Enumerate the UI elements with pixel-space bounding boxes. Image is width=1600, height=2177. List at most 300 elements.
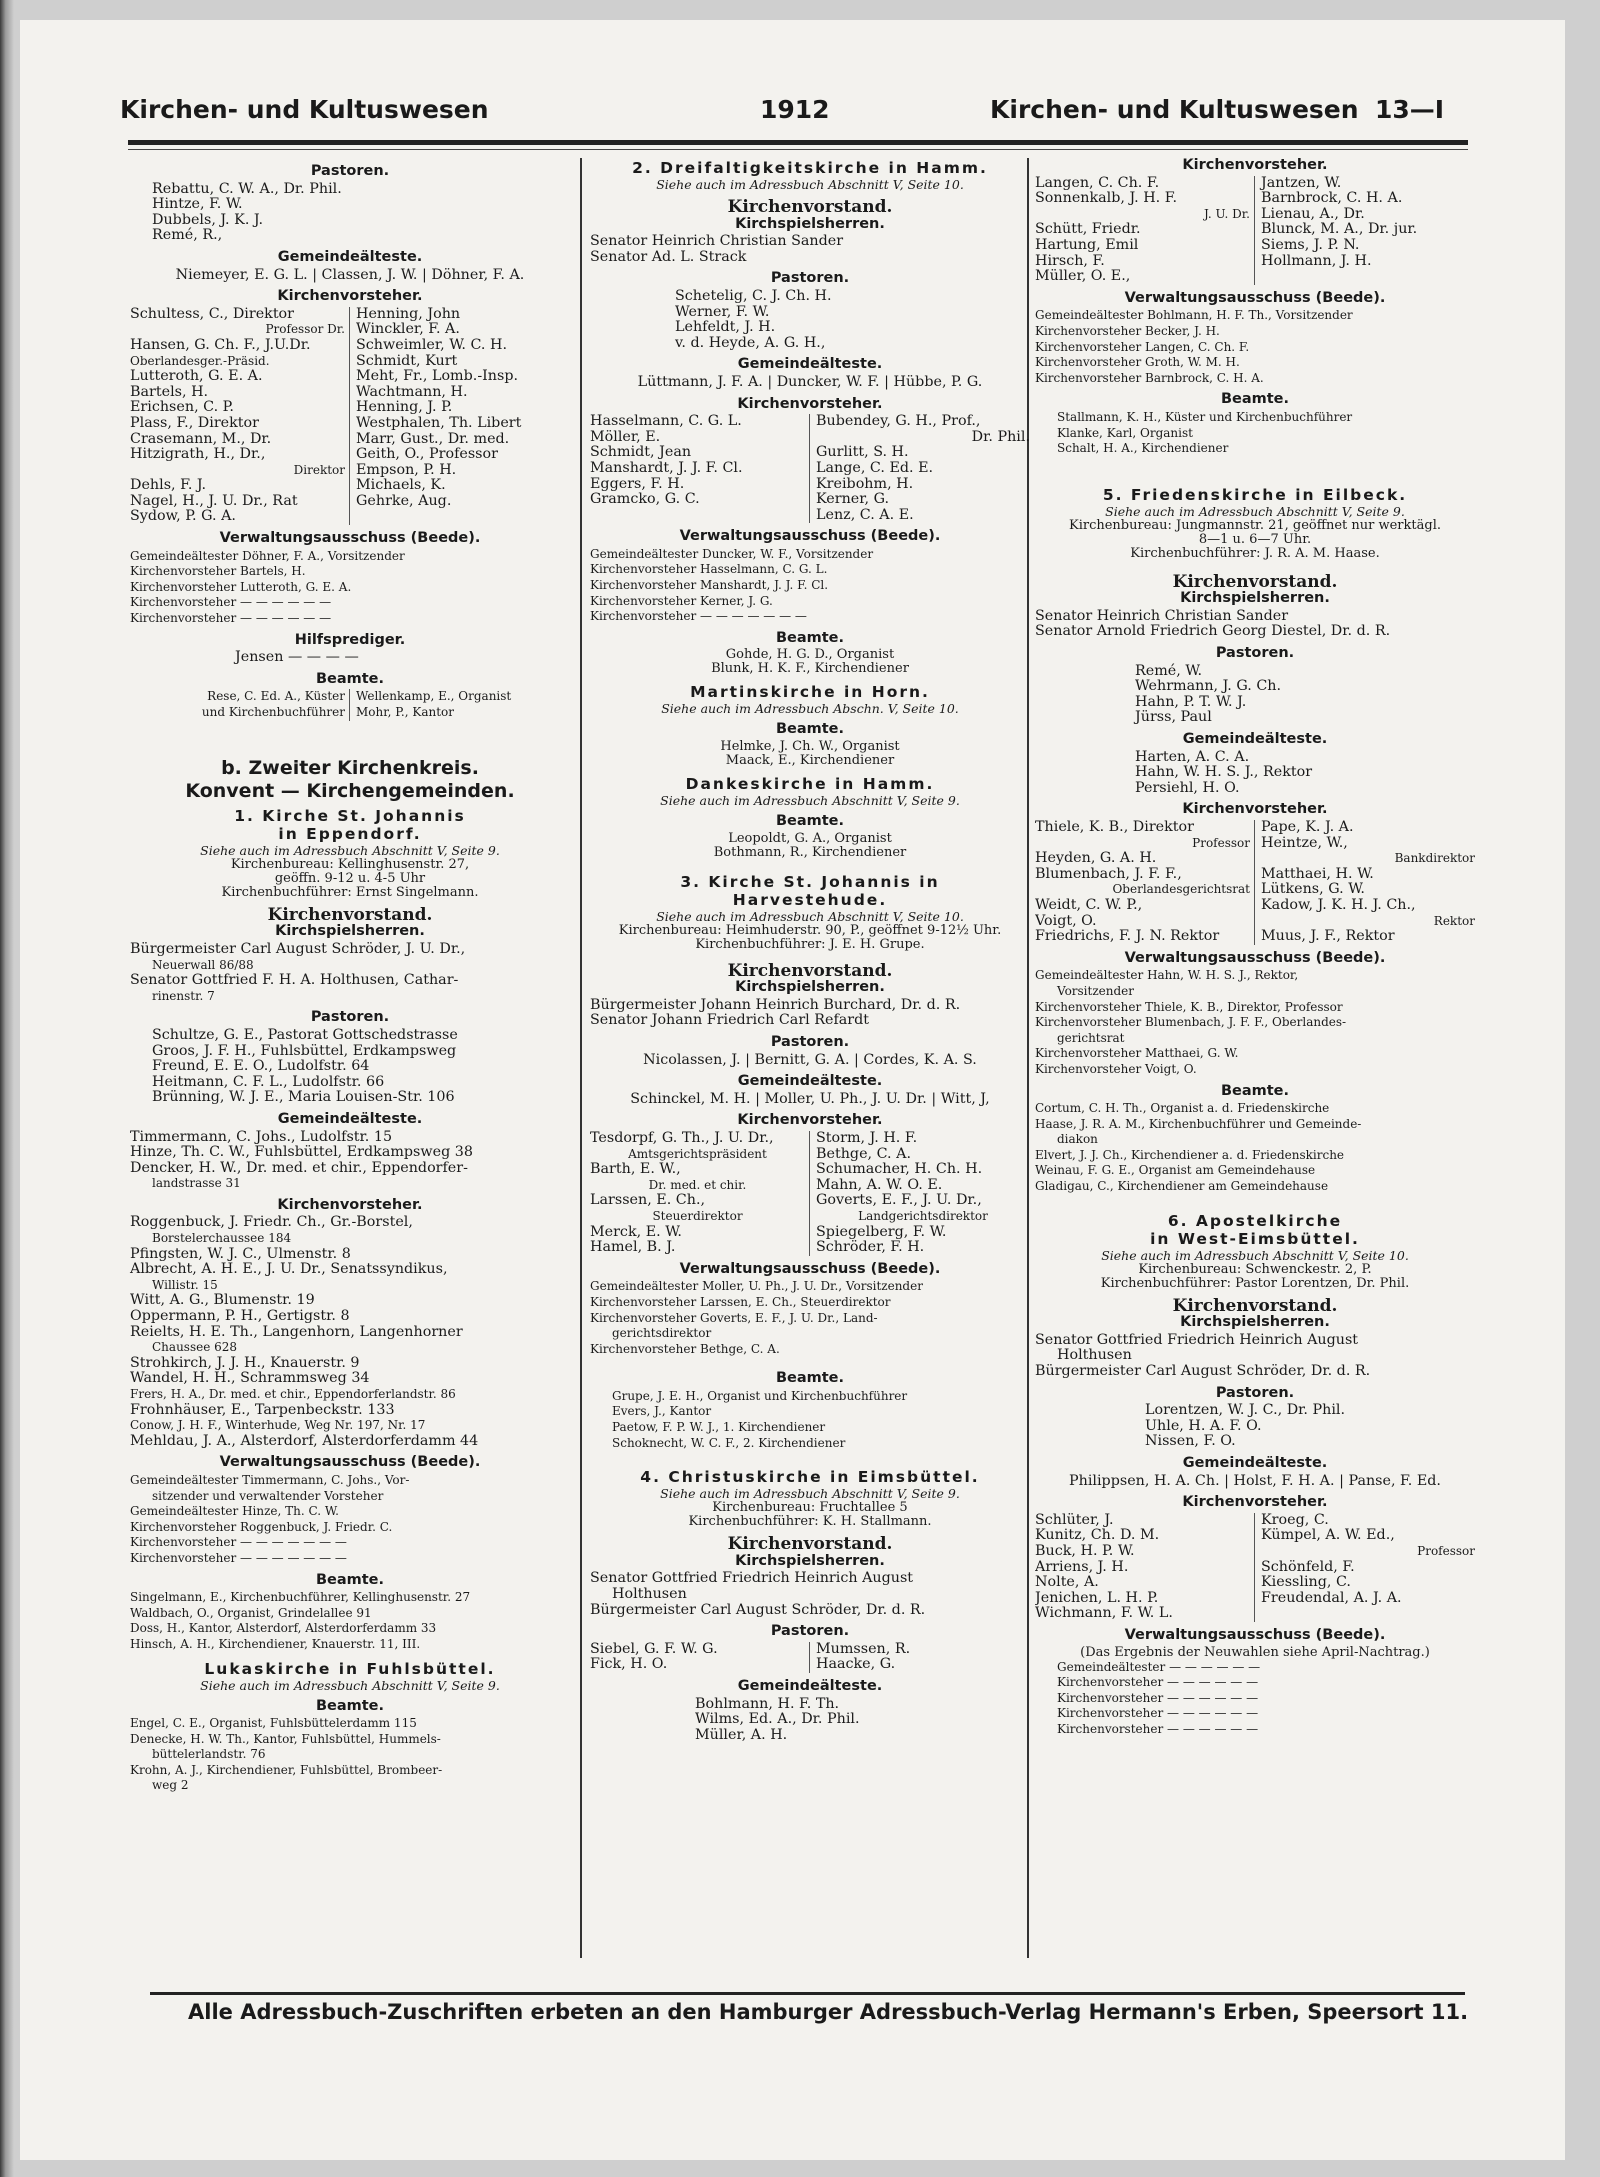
list-item: Kirchenvorsteher Bethge, C. A. <box>590 1341 780 1356</box>
list-item: Landgerichtsdirektor <box>858 1208 988 1223</box>
list-item: Muus, J. F., Rektor <box>1261 929 1395 945</box>
list-item: Bankdirektor <box>1394 851 1475 866</box>
section-heading: Kirchspielsherren. <box>1180 590 1330 607</box>
list-item: Kirchenvorsteher Kerner, J. G. <box>590 593 773 608</box>
list-item: Witt, A. G., Blumenstr. 19 <box>130 1292 315 1309</box>
list-item: Dehls, F. J. <box>130 478 350 494</box>
list-item: Gohde, H. G. D., Organist <box>725 647 895 663</box>
section-heading: Pastoren. <box>770 1034 850 1050</box>
list-item: Kirchenvorsteher Manshardt, J. J. F. Cl. <box>590 578 829 593</box>
list-item: Willistr. 15 <box>152 1277 218 1292</box>
district-subheading: Konvent — Kirchengemeinden. <box>185 780 515 803</box>
list-item: Professor <box>1035 836 1255 852</box>
list-item <box>1255 269 1475 285</box>
list-item: Kirchenvorsteher — — — — — — <box>1057 1706 1259 1721</box>
list-item: Bürgermeister Carl August Schröder, Dr. d. R. <box>590 1601 926 1618</box>
section-heading: Kirchspielsherren. <box>735 979 885 996</box>
section-heading: Kirchenvorstand. <box>267 904 433 925</box>
list-item: Kirchenvorsteher Larssen, E. Ch., Steuerdirektor <box>590 1294 891 1309</box>
list-item: Tesdorpf, G. Th., J. U. Dr., <box>590 1131 810 1147</box>
list-item: Friedrichs, F. J. N. Rektor <box>1035 929 1255 945</box>
list-item: Lüttmann, J. F. A. | Duncker, W. F. | Hübbe, P. G. <box>637 373 983 390</box>
section-heading: Kirchenvorsteher. <box>737 395 883 412</box>
column-2 <box>590 158 1030 1743</box>
list-item: Senator Gottfried F. H. A. Holthusen, Cathar- <box>130 972 459 989</box>
section-heading: Pastoren. <box>310 163 390 179</box>
column-divider-1 <box>580 158 582 1958</box>
church-heading: Martinskirche in Horn. <box>690 683 930 702</box>
section-heading: Verwaltungsausschuss (Beede). <box>219 530 481 547</box>
list-item: Mohr, P., Kantor <box>356 705 455 719</box>
two-column-list <box>590 1642 1030 1673</box>
list-item: Jenichen, L. H. P. <box>1035 1591 1255 1607</box>
list-item: Haase, J. R. A. M., Kirchenbuchführer und Gemeinde- <box>1035 1116 1362 1131</box>
section-heading: Kirchenvorstand. <box>1172 571 1338 592</box>
list-item: Müller, A. H. <box>695 1726 788 1743</box>
list-item <box>590 508 810 524</box>
list-item: Heitmann, C. F. L., Ludolfstr. 66 <box>152 1073 385 1090</box>
list-item: Hollmann, J. H. <box>1261 253 1372 269</box>
list-item: Gemeindeältester Moller, U. Ph., J. U. Dr., Vorsitzender <box>590 1279 923 1294</box>
list-item: Schoknecht, W. C. F., 2. Kirchendiener <box>612 1435 846 1450</box>
list-item: Empson, P. H. <box>356 462 457 478</box>
header-page-number: 13—I <box>1375 95 1445 124</box>
two-column-list <box>590 1131 1030 1256</box>
list-item: Sonnenkalb, J. H. F. <box>1035 191 1255 207</box>
list-item: Professor <box>1417 1543 1475 1558</box>
list-item: Amtsgerichtspräsident <box>590 1147 810 1163</box>
list-item: Nissen, F. O. <box>1145 1433 1236 1450</box>
section-heading: Beamte. <box>315 1697 385 1714</box>
section-heading: Pastoren. <box>310 1009 390 1026</box>
section-heading: Verwaltungsausschuss (Beede). <box>679 528 941 545</box>
section-heading: Beamte. <box>315 1571 385 1588</box>
list-item: Hasselmann, C. G. L. <box>590 414 810 430</box>
header-rule <box>128 140 1468 145</box>
list-item: Harten, A. C. A. <box>1135 748 1250 765</box>
list-item: Storm, J. H. F. <box>816 1130 918 1146</box>
two-column-list <box>130 689 570 720</box>
list-item: Kirchenvorsteher Thiele, K. B., Direktor, Professor <box>1035 999 1343 1014</box>
list-item: Barnbrock, C. H. A. <box>1261 191 1403 207</box>
list-item: Kirchenvorsteher — — — — — — — <box>130 1535 347 1550</box>
list-item: Wichmann, F. W. L. <box>1035 1606 1255 1622</box>
list-item: Vorsitzender <box>1057 983 1135 998</box>
office-info: Kirchenbureau: Heimhuderstr. 90, P., geöffnet 9-12½ Uhr. <box>618 922 1002 938</box>
list-item: Kirchenvorsteher — — — — — — <box>1057 1690 1259 1705</box>
list-item: Denecke, H. W. Th., Kantor, Fuhlsbüttel, Hummels- <box>130 1731 441 1746</box>
list-item: v. d. Heyde, A. G. H., <box>675 334 826 351</box>
section-heading: Beamte. <box>1220 1082 1290 1099</box>
section-heading: Beamte. <box>775 721 845 738</box>
list-item: Lange, C. Ed. E. <box>816 460 934 476</box>
list-item: Kirchenvorsteher Barnbrock, C. H. A. <box>1035 370 1264 385</box>
list-item: Doss, H., Kantor, Alsterdorf, Alsterdorferdamm 33 <box>130 1621 437 1636</box>
office-info: Kirchenbureau: Schwenckestr. 2, P. <box>1138 1261 1372 1277</box>
list-item: Lütkens, G. W. <box>1261 882 1365 898</box>
section-heading: Kirchspielsherren. <box>275 923 425 940</box>
list-item: Chaussee 628 <box>152 1340 238 1355</box>
list-item: Mehldau, J. A., Alsterdorf, Alsterdorferdamm 44 <box>130 1432 479 1449</box>
list-item: Gehrke, Aug. <box>356 493 452 509</box>
section-heading: Kirchenvorstand. <box>727 197 893 217</box>
list-item: Kirchenvorsteher — — — — — — <box>1057 1675 1259 1690</box>
section-heading: Verwaltungsausschuss (Beede). <box>1124 949 1386 966</box>
list-item: Bürgermeister Carl August Schröder, J. U. Dr., <box>130 940 466 957</box>
list-item: Senator Johann Friedrich Carl Refardt <box>590 1012 870 1029</box>
section-heading: Verwaltungsausschuss (Beede). <box>1124 289 1386 306</box>
list-item: Mumssen, R. <box>816 1641 911 1657</box>
office-info: Kirchenbuchführer: Ernst Singelmann. <box>221 884 479 900</box>
list-item: Sydow, P. G. A. <box>130 509 350 525</box>
list-item: Eggers, F. H. <box>590 477 810 493</box>
list-item: Frohnhäuser, E., Tarpenbeckstr. 133 <box>130 1401 395 1418</box>
list-item: Nicolassen, J. | Bernitt, G. A. | Cordes, K. A. S. <box>643 1051 977 1068</box>
list-item: Thiele, K. B., Direktor <box>1035 820 1255 836</box>
section-heading: Kirchenvorsteher. <box>277 1196 423 1213</box>
list-item: Westphalen, Th. Libert <box>356 415 522 431</box>
section-heading: Kirchenvorsteher. <box>277 288 423 305</box>
list-item: Kirchenvorsteher — — — — — — <box>130 595 332 610</box>
list-item: Heintze, W., <box>1261 835 1348 851</box>
list-item: Gladigau, C., Kirchendiener am Gemeindehause <box>1035 1179 1329 1194</box>
list-item: Dubbels, J. K. J. <box>152 211 264 228</box>
list-item: Senator Heinrich Christian Sander <box>590 233 844 250</box>
list-item: Senator Gottfried Friedrich Heinrich August <box>590 1570 914 1587</box>
list-item: Kroeg, C. <box>1261 1512 1329 1528</box>
list-item: Roggenbuck, J. Friedr. Ch., Gr.-Borstel, <box>130 1214 413 1231</box>
list <box>130 182 570 244</box>
section-heading: Kirchenvorsteher. <box>737 1112 883 1129</box>
list-item: Wehrmann, J. G. Ch. <box>1135 678 1282 695</box>
list-item: Blunk, H. K. F., Kirchendiener <box>711 661 909 677</box>
list-item: Cortum, C. H. Th., Organist a. d. Friedenskirche <box>1035 1101 1330 1116</box>
church-heading: 6. Apostelkirche <box>1167 1211 1343 1230</box>
list-item: gerichtsdirektor <box>612 1326 712 1341</box>
cross-reference: Siehe auch im Adressbuch Abschnitt V, Seite 9. <box>660 793 960 809</box>
list-item: Hahn, W. H. S. J., Rektor <box>1135 764 1313 781</box>
column-3 <box>1035 158 1475 1738</box>
cross-reference: Siehe auch im Adressbuch Abschnitt V, Seite 9. <box>200 842 500 858</box>
list-item: Lenz, C. A. E. <box>816 507 914 523</box>
two-column-list <box>1035 1513 1475 1622</box>
list-item: Jantzen, W. <box>1261 175 1342 191</box>
list-item: Kirchenvorsteher Blumenbach, J. F. F., Oberlandes- <box>1035 1015 1347 1030</box>
list-item: Gemeindeältester Bohlmann, H. F. Th., Vorsitzender <box>1035 308 1353 323</box>
cross-reference: Siehe auch im Adressbuch Abschnitt V, Seite 10. <box>656 908 964 924</box>
list-item: Kirchenvorsteher Matthaei, G. W. <box>1035 1046 1239 1061</box>
list-item: Frers, H. A., Dr. med. et chir., Eppendorferlandstr. 86 <box>130 1387 456 1401</box>
list-item: Holthusen <box>1057 1347 1132 1364</box>
church-heading-line2: Harvestehude. <box>732 890 888 909</box>
header-rule-thin <box>128 149 1468 150</box>
list-item: Kirchenvorsteher Voigt, O. <box>1035 1061 1197 1076</box>
list-item: Dr. Phil. <box>971 429 1030 445</box>
section-heading: Gemeindeälteste. <box>737 356 883 373</box>
list-item: Wilms, Ed. A., Dr. Phil. <box>695 1711 860 1728</box>
list-item: Neuerwall 86/88 <box>152 957 254 972</box>
list-item: Leopoldt, G. A., Organist <box>728 830 892 846</box>
section-heading: Gemeindeälteste. <box>277 1110 423 1127</box>
section-heading: Pastoren. <box>770 1623 850 1640</box>
list-item: Gemeindeältester Duncker, W. F., Vorsitzender <box>590 546 874 561</box>
list-item: Haacke, G. <box>816 1657 896 1673</box>
section-heading: Beamte. <box>775 1370 845 1387</box>
list-item: Schütt, Friedr. <box>1035 222 1255 238</box>
section-heading: Beamte. <box>775 813 845 830</box>
office-info: Kirchenbureau: Jungmannstr. 21, geöffnet nur werktägl. <box>1069 517 1441 533</box>
office-info: Kirchenbureau: Kellinghusenstr. 27, <box>230 856 470 872</box>
list-item: Blumenbach, J. F. F., <box>1035 867 1255 883</box>
list-item: Winckler, F. A. <box>356 322 460 338</box>
list-item: Strohkirch, J. J. H., Knauerstr. 9 <box>130 1354 360 1371</box>
list-item: Weinau, F. G. E., Organist am Gemeindehause <box>1035 1163 1316 1178</box>
list-item: Kirchenvorsteher Goverts, E. F., J. U. Dr., Land- <box>590 1310 878 1325</box>
list-item: Singelmann, E., Kirchenbuchführer, Kellinghusenstr. 27 <box>130 1590 471 1605</box>
list-item: Schumacher, H. Ch. H. <box>816 1162 983 1178</box>
list-item: Persiehl, H. O. <box>1135 779 1240 796</box>
list-item: Plass, F., Direktor <box>130 416 350 432</box>
cross-reference: Siehe auch im Adressbuch Abschnitt V, Seite 10. <box>656 177 964 192</box>
list-item: Direktor <box>130 463 350 479</box>
list-item: Professor Dr. <box>130 322 350 338</box>
list-item: Larssen, E. Ch., <box>590 1193 810 1209</box>
list-item: Kirchenvorsteher — — — — — — <box>1057 1721 1259 1736</box>
list-item: Voigt, O. <box>1035 914 1255 930</box>
list-item: Manshardt, J. J. F. Cl. <box>590 461 810 477</box>
list-item: Steuerdirektor <box>590 1209 810 1225</box>
list-item: Gramcko, G. C. <box>590 492 810 508</box>
list-item: Gemeindeältester Hinze, Th. C. W. <box>130 1504 339 1519</box>
list-item: Remé, W. <box>1135 662 1203 679</box>
header-right-title: Kirchen- und Kultuswesen <box>990 95 1359 124</box>
list-item: Senator Arnold Friedrich Georg Diestel, Dr. d. R. <box>1035 623 1391 640</box>
list-item: Freund, E. E. O., Ludolfstr. 64 <box>152 1058 370 1075</box>
list-item: Hitzigrath, H., Dr., <box>130 447 350 463</box>
office-info: geöffn. 9-12 u. 4-5 Uhr <box>274 870 426 886</box>
list-item: Bethge, C. A. <box>816 1146 912 1162</box>
list-item: Kirchenvorsteher Groth, W. M. H. <box>1035 355 1240 370</box>
church-heading: 5. Friedenskirche in Eilbeck. <box>1102 485 1408 504</box>
list-item: landstrasse 31 <box>152 1176 241 1191</box>
list-item: Bürgermeister Carl August Schröder, Dr. d. R. <box>1035 1363 1371 1380</box>
list-item: Dencker, H. W., Dr. med. et chir., Eppendorfer- <box>130 1159 468 1176</box>
list-item: Gurlitt, S. H. <box>816 445 909 461</box>
list-item: Albrecht, A. H. E., J. U. Dr., Senatssyndikus, <box>130 1261 448 1278</box>
list-item: Jürss, Paul <box>1135 709 1212 726</box>
list-item: Werner, F. W. <box>675 303 770 320</box>
list-item: Engel, C. E., Organist, Fuhlsbüttelerdamm 115 <box>130 1716 417 1731</box>
list-item: sitzender und verwaltender Vorsteher <box>152 1488 384 1503</box>
list-item: Kiessling, C. <box>1261 1575 1351 1591</box>
section-heading: Hilfsprediger. <box>294 631 406 648</box>
list-item: Schmidt, Kurt <box>356 353 458 369</box>
list-item: Uhle, H. A. F. O. <box>1145 1417 1262 1434</box>
church-heading-line2: in West-Eimsbüttel. <box>1150 1229 1360 1248</box>
page-footer: Alle Adressbuch-Zuschriften erbeten an den Hamburger Adressbuch-Verlag Hermann's Erben, Speersort 11. <box>188 2000 1469 2024</box>
list-item: Hirsch, F. <box>1035 254 1255 270</box>
list-item: Oppermann, P. H., Gertigstr. 8 <box>130 1308 350 1325</box>
list-item: Meht, Fr., Lomb.-Insp. <box>356 369 519 385</box>
list-item: Henning, J. P. <box>356 400 453 416</box>
list-item: Senator Gottfried Friedrich Heinrich August <box>1035 1331 1359 1348</box>
list-item: Bohlmann, H. F. Th. <box>695 1695 840 1712</box>
section-heading: Pastoren. <box>1215 645 1295 662</box>
church-heading: Lukaskirche in Fuhlsbüttel. <box>204 1659 496 1678</box>
office-info: Kirchenbuchführer: Pastor Lorentzen, Dr. Phil. <box>1100 1275 1410 1291</box>
header-left-title: Kirchen- und Kultuswesen <box>120 95 489 124</box>
list-item: Rektor <box>1433 913 1475 928</box>
list-item: Gemeindeältester — — — — — — <box>1057 1659 1261 1674</box>
list-item: Remé, R., <box>152 227 223 244</box>
list-item: Lehfeldt, J. H. <box>675 319 776 336</box>
list-item: Paetow, F. P. W. J., 1. Kirchendiener <box>612 1420 826 1435</box>
list-item: Senator Ad. L. Strack <box>590 248 747 265</box>
list-item: Bartels, H. <box>130 385 350 401</box>
list-item: Philippsen, H. A. Ch. | Holst, F. H. A. | Panse, F. Ed. <box>1069 1472 1441 1489</box>
list-item: Fick, H. O. <box>590 1657 810 1673</box>
list-item: Oberlandesgerichtsrat <box>1035 882 1255 898</box>
book-binding-shadow <box>0 0 14 2177</box>
section-heading: Kirchenvorstand. <box>727 1534 893 1555</box>
list-item: Heyden, G. A. H. <box>1035 851 1255 867</box>
list-item: Borstelerchaussee 184 <box>152 1231 292 1246</box>
cross-reference: Siehe auch im Adressbuch Abschnitt V, Seite 9. <box>200 1677 500 1693</box>
office-info: 8—1 u. 6—7 Uhr. <box>1198 531 1312 547</box>
section-heading: Pastoren. <box>1215 1384 1295 1401</box>
list-item: Weidt, C. W. P., <box>1035 898 1255 914</box>
church-heading: 3. Kirche St. Johannis in <box>680 872 940 891</box>
list-item: Hinsch, A. H., Kirchendiener, Knauerstr. 11, III. <box>130 1636 421 1651</box>
list-item <box>1255 1606 1475 1622</box>
list-item: Hinze, Th. C. W., Fuhlsbüttel, Erdkampsweg 38 <box>130 1144 473 1161</box>
list-item: Henning, John <box>356 306 461 322</box>
list-item: Kirchenvorsteher — — — — — — — <box>590 609 807 624</box>
section-heading: Beamte. <box>1220 391 1290 408</box>
list-item: rinenstr. 7 <box>152 988 215 1003</box>
section-heading: Gemeindeälteste. <box>1182 1455 1328 1471</box>
list-item: Kreibohm, H. <box>816 476 914 492</box>
section-heading: Gemeindeälteste. <box>737 1073 883 1090</box>
list-item: Senator Heinrich Christian Sander <box>1035 607 1289 624</box>
section-heading: Kirchspielsherren. <box>735 1552 885 1569</box>
list-item: Schetelig, C. J. Ch. H. <box>675 287 832 304</box>
list-item: Schinckel, M. H. | Moller, U. Ph., J. U. Dr. | Witt, J, <box>630 1090 990 1107</box>
section-heading: Verwaltungsausschuss (Beede). <box>1124 1626 1386 1643</box>
list-item: Langen, C. Ch. F. <box>1035 176 1255 192</box>
list-item: Wandel, H. H., Schrammsweg 34 <box>130 1370 370 1387</box>
section-heading: Verwaltungsausschuss (Beede). <box>679 1260 941 1277</box>
list-item: Möller, E. <box>590 430 810 446</box>
section-heading: Gemeindeälteste. <box>1182 731 1328 748</box>
list-item: Oberlandesger.-Präsid. <box>130 354 350 370</box>
office-info: Kirchenbuchführer: J. R. A. M. Haase. <box>1130 545 1380 561</box>
cross-reference: Siehe auch im Adressbuch Abschnitt V, Seite 9. <box>1105 503 1405 519</box>
list-item: Grupe, J. E. H., Organist und Kirchenbuchführer <box>612 1388 908 1403</box>
list-item: Wachtmann, H. <box>356 384 468 400</box>
footer-rule <box>150 1992 1465 1995</box>
list-item: Arriens, J. H. <box>1035 1560 1255 1576</box>
list-item: diakon <box>1057 1132 1098 1147</box>
list-item: Schalt, H. A., Kirchendiener <box>1057 441 1229 456</box>
church-heading: 2. Dreifaltigkeitskirche in Hamm. <box>632 159 988 177</box>
list-item: Bubendey, G. H., Prof., <box>816 414 981 430</box>
list-item: Geith, O., Professor <box>356 447 498 463</box>
list-item: Müller, O. E., <box>1035 269 1255 285</box>
section-heading: Kirchenvorsteher. <box>1182 1494 1328 1511</box>
cross-reference: Siehe auch im Adressbuch Abschnitt V, Seite 9. <box>660 1486 960 1502</box>
church-heading-line2: in Eppendorf. <box>278 824 422 843</box>
list-item: Kirchenvorsteher Bartels, H. <box>130 564 306 579</box>
list-item: Kirchenvorsteher Becker, J. H. <box>1035 323 1220 338</box>
list-item: Holthusen <box>612 1586 687 1603</box>
list-item: Hamel, B. J. <box>590 1240 810 1256</box>
list-item: Gemeindeältester Hahn, W. H. S. J., Rektor, <box>1035 968 1299 983</box>
list-item: Niemeyer, E. G. L. | Classen, J. W. | Döhner, F. A. <box>175 266 525 283</box>
list-item: Kirchenvorsteher — — — — — — <box>130 611 332 626</box>
section-heading: Kirchspielsherren. <box>1180 1314 1330 1331</box>
list-item: büttelerlandstr. 76 <box>152 1747 266 1762</box>
church-heading: 4. Christuskirche in Eimsbüttel. <box>640 1468 980 1487</box>
list-item: Siems, J. P. N. <box>1261 237 1360 253</box>
section-heading: Kirchspielsherren. <box>735 215 885 232</box>
list-item: Mahn, A. W. O. E. <box>816 1177 943 1193</box>
cross-reference: Siehe auch im Adressbuch Abschnitt V, Seite 10. <box>1101 1247 1409 1263</box>
list-item: Schröder, F. H. <box>816 1240 925 1256</box>
list-item: Michaels, K. <box>356 478 446 494</box>
list-item: Schönfeld, F. <box>1261 1559 1355 1575</box>
section-heading: Verwaltungsausschuss (Beede). <box>219 1454 481 1471</box>
list-item: Lutteroth, G. E. A. <box>130 369 350 385</box>
two-column-list <box>1035 820 1475 945</box>
section-heading: Kirchenvorstand. <box>727 960 893 981</box>
list-item: Pape, K. J. A. <box>1261 820 1354 835</box>
list-item <box>350 509 570 525</box>
list-item: Hintze, F. W. <box>152 196 243 213</box>
list-item: Kirchenvorsteher Lutteroth, G. E. A. <box>130 579 352 594</box>
list-item: Kunitz, Ch. D. M. <box>1035 1528 1255 1544</box>
list-item: Blunck, M. A., Dr. jur. <box>1261 222 1418 238</box>
list-item: Schultze, G. E., Pastorat Gottschedstrasse <box>152 1026 458 1043</box>
list-item: weg 2 <box>152 1778 189 1793</box>
list-item: Kadow, J. K. H. J. Ch., <box>1261 897 1416 913</box>
list-item: Erichsen, C. P. <box>130 400 350 416</box>
list-item: gerichtsrat <box>1057 1030 1125 1045</box>
office-info: Kirchenbuchführer: K. H. Stallmann. <box>688 1514 932 1530</box>
list-item: Waldbach, O., Organist, Grindelallee 91 <box>130 1605 372 1620</box>
list-item: Groos, J. F. H., Fuhlsbüttel, Erdkampsweg <box>152 1042 457 1059</box>
section-heading: Gemeindeälteste. <box>737 1678 883 1694</box>
header-year: 1912 <box>760 95 830 124</box>
list-item: Pfingsten, W. J. C., Ulmenstr. 8 <box>130 1245 351 1262</box>
list-item: Hartung, Emil <box>1035 238 1255 254</box>
list-item: Gemeindeältester Timmermann, C. Johs., Vor- <box>130 1472 410 1487</box>
list-item: Schlüter, J. <box>1035 1513 1255 1529</box>
office-info: Kirchenbuchführer: J. E. H. Grupe. <box>695 936 925 952</box>
list-item: Brünning, W. J. E., Maria Louisen-Str. 106 <box>152 1089 455 1106</box>
list-item: Timmermann, C. Johs., Ludolfstr. 15 <box>130 1128 393 1145</box>
list-item: Goverts, E. F., J. U. Dr., <box>816 1193 982 1209</box>
two-column-list <box>130 307 570 525</box>
section-heading: Pastoren. <box>770 270 850 287</box>
list-item: Dr. med. et chir. <box>590 1178 810 1194</box>
list-item: Wellenkamp, E., Organist <box>356 689 512 704</box>
list-item: Kirchenvorsteher — — — — — — — <box>130 1550 347 1565</box>
section-heading: Kirchenvorstand. <box>1172 1295 1338 1316</box>
list-item: Kümpel, A. W. Ed., <box>1261 1528 1395 1544</box>
list-item: Kirchenvorsteher Langen, C. Ch. F. <box>1035 339 1250 354</box>
list-item: Kirchenvorsteher Hasselmann, C. G. L. <box>590 562 828 577</box>
